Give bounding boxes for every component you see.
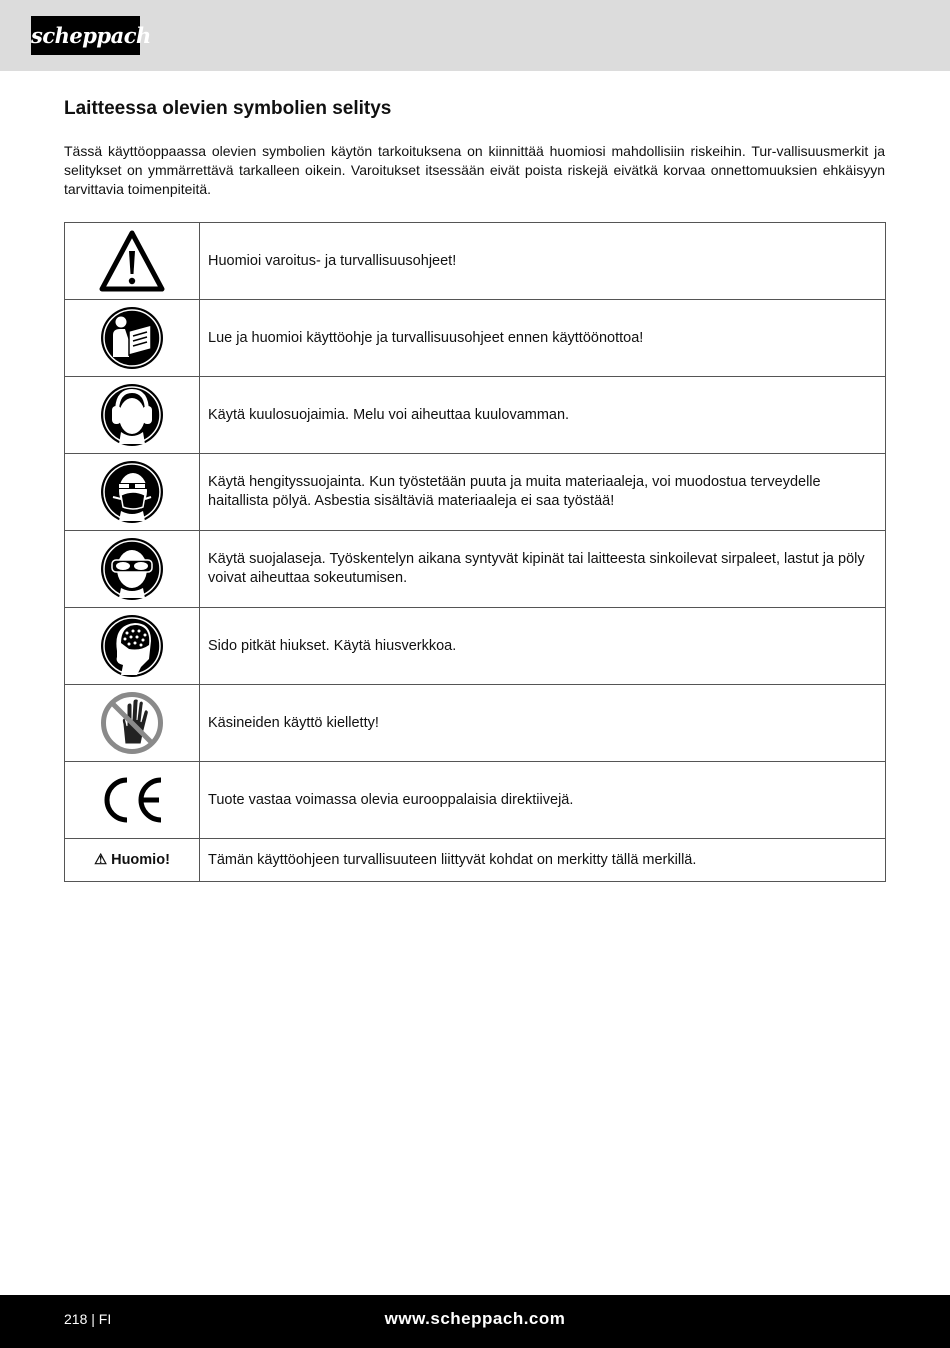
table-row	[65, 223, 886, 300]
table-row	[65, 377, 886, 454]
table-row	[65, 454, 886, 531]
icon-cell	[65, 223, 200, 300]
icon-cell	[65, 762, 200, 839]
symbol-description: Käytä suojalaseja. Työskentelyn aikana syntyvät kipinät tai laitteesta sinkoilevat sirpaleet, lastut ja pöly voivat aiheuttaa sokeutumisen.	[200, 531, 886, 608]
table-row	[65, 685, 886, 762]
scheppach-logo	[31, 16, 151, 55]
symbol-description: Lue ja huomioi käyttöohje ja turvallisuusohjeet ennen käyttöönottoa!	[200, 300, 886, 377]
icon-cell	[65, 531, 200, 608]
symbol-description: Käytä hengityssuojainta. Kun työstetään puuta ja muita materiaaleja, voi muodostua terveydelle haitallista pölyä. Asbestia sisältäviä materiaaleja ei saa työstää!	[200, 454, 886, 531]
note-description: Tämän käyttöohjeen turvallisuuteen liittyvät kohdat on merkitty tällä merkillä.	[200, 839, 886, 882]
logo-text: scheppach	[31, 23, 151, 48]
symbol-description: Tuote vastaa voimassa olevia eurooppalaisia direktiivejä.	[200, 762, 886, 839]
ear-protection-icon	[99, 382, 165, 448]
section-title: Laitteessa olevien symbolien selitys	[64, 98, 392, 119]
icon-cell	[65, 685, 200, 762]
page-number: 218 | FI	[64, 1311, 112, 1327]
table-row	[65, 762, 886, 839]
ce-mark-icon	[99, 775, 165, 825]
symbol-table	[64, 222, 886, 882]
table-row	[65, 608, 886, 685]
table-row	[65, 531, 886, 608]
symbol-description: Käytä kuulosuojaimia. Melu voi aiheuttaa kuulovamman.	[200, 377, 886, 454]
huomio-label: ⚠ Huomio!	[94, 851, 170, 868]
symbol-description: Huomioi varoitus- ja turvallisuusohjeet!	[200, 223, 886, 300]
note-label-cell	[65, 839, 200, 882]
no-gloves-icon	[99, 690, 165, 756]
warning-triangle-icon	[99, 230, 165, 292]
symbol-description: Sido pitkät hiukset. Käytä hiusverkkoa.	[200, 608, 886, 685]
intro-paragraph: Tässä käyttöoppaassa olevien symbolien käytön tarkoituksena on kiinnittää huomiosi mahdollisiin riskeihin. Tur-vallisuusmerkit ja selitykset on ymmärrettävä tarkalleen oikein. Varoitukset itsessään eivät poista riskejä eivätkä korvaa onnettomuuksien ehkäisyyn tarvittavia toimenpiteitä.	[64, 143, 885, 197]
icon-cell	[65, 454, 200, 531]
page-footer	[0, 1295, 950, 1348]
respirator-icon	[99, 459, 165, 525]
table-row	[65, 839, 886, 882]
safety-goggles-icon	[99, 536, 165, 602]
website-link[interactable]: www.scheppach.com	[384, 1309, 566, 1328]
icon-cell	[65, 608, 200, 685]
icon-cell	[65, 300, 200, 377]
read-manual-icon	[99, 305, 165, 371]
table-row	[65, 300, 886, 377]
icon-cell	[65, 377, 200, 454]
symbol-description: Käsineiden käyttö kielletty!	[200, 685, 886, 762]
page-header	[0, 0, 950, 71]
hairnet-icon	[99, 613, 165, 679]
